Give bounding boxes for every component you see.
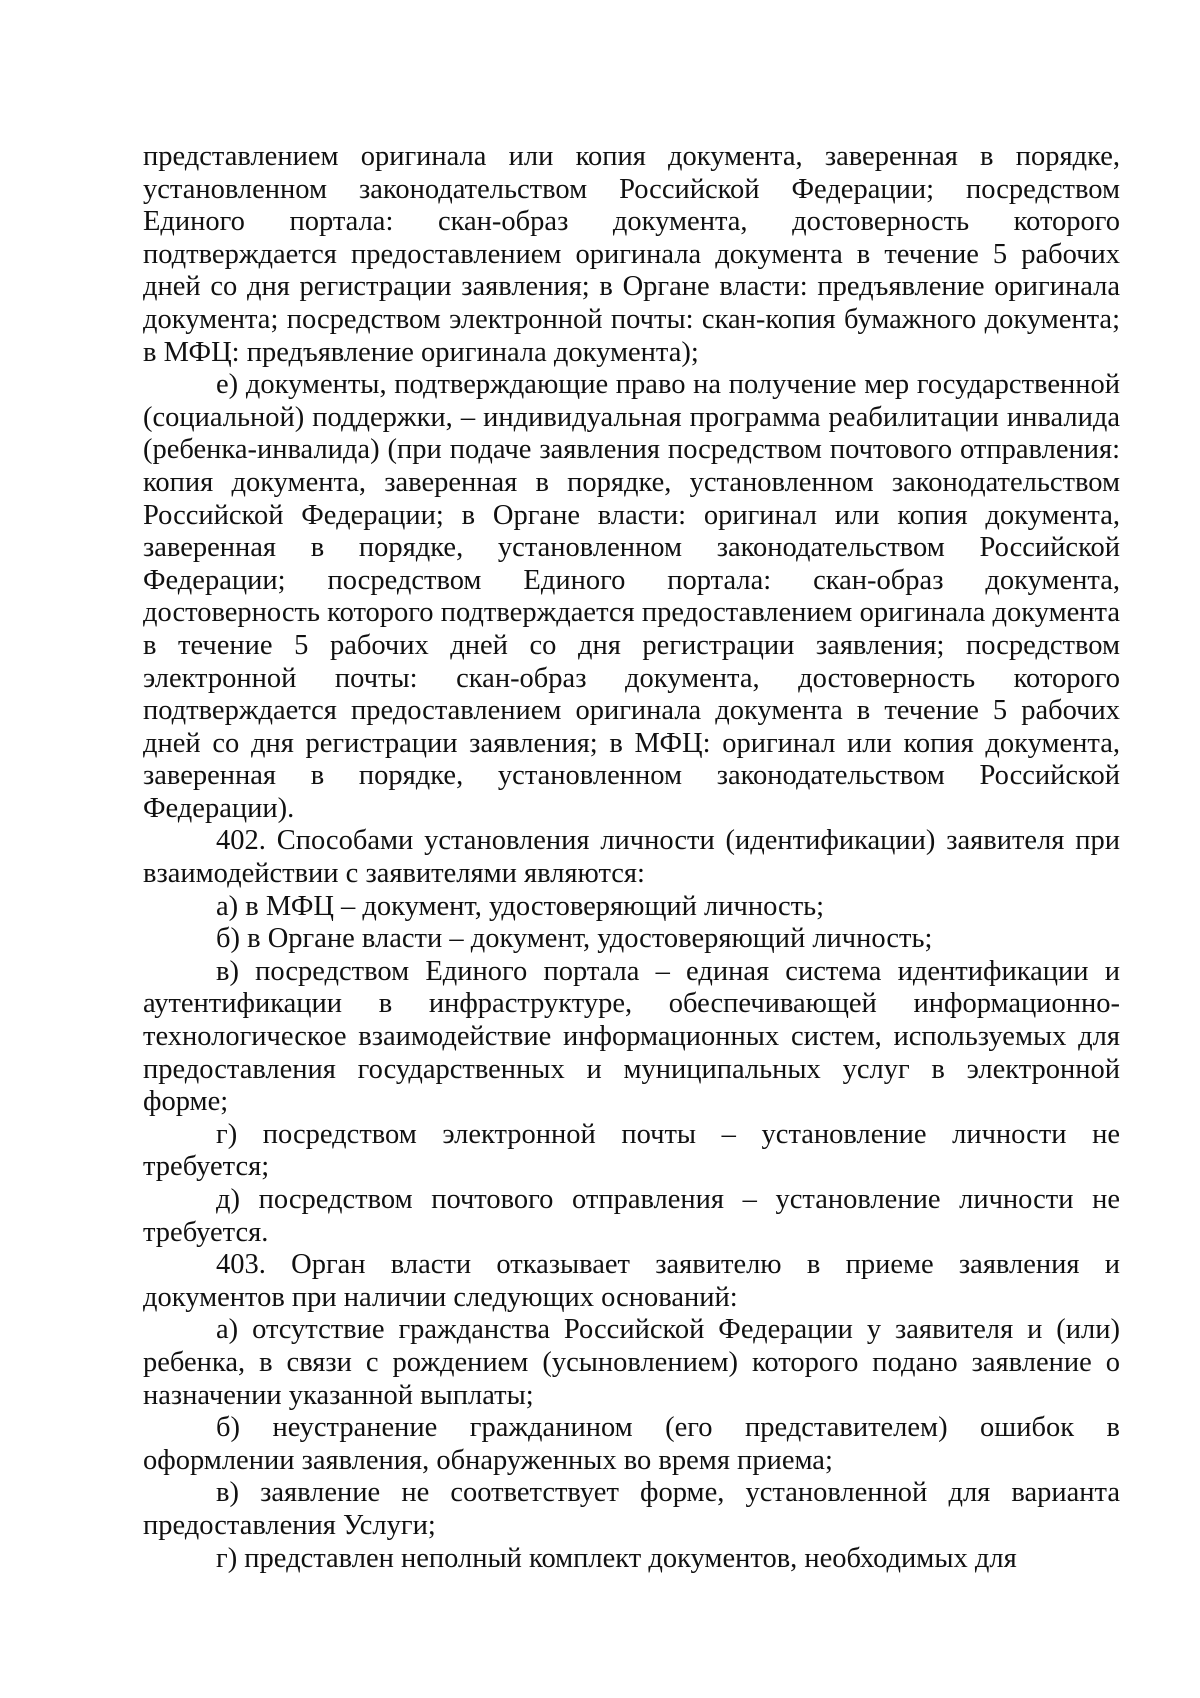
- paragraph-continuation: представлением оригинала или копия документа, заверенная в порядке, установленном законодательством Российской Федерации; посредством Единого портала: скан-образ документа, достоверность которого подтверждается предоставлением оригинала документа в течение 5 рабочих дней со дня регистрации заявления; в Органе власти: предъявление оригинала документа; посредством электронной почты: скан-копия бумажного документа; в МФЦ: предъявление оригинала документа);: [143, 141, 1120, 368]
- paragraph-403-a: а) отсутствие гражданства Российской Федерации у заявителя и (или) ребенка, в связи с рождением (усыновлением) которого подано заявление о назначении указанной выплаты;: [143, 1314, 1120, 1411]
- paragraph-402-v: в) посредством Единого портала – единая система идентификации и аутентификации в инфраструктуре, обеспечивающей информационно-технологическое взаимодействие информационных систем, используемых для предоставления государственных и муниципальных услуг в электронной форме;: [143, 955, 1120, 1118]
- paragraph-402-b: б) в Органе власти – документ, удостоверяющий личность;: [216, 923, 933, 955]
- document-body: [143, 141, 1120, 1575]
- paragraph-402-g: г) посредством электронной почты – установление личности не требуется;: [143, 1118, 1120, 1183]
- paragraph-403-b: б) неустранение гражданином (его представителем) ошибок в оформлении заявления, обнаруженных во время приема;: [143, 1412, 1120, 1476]
- paragraph-403-v: в) заявление не соответствует форме, установленной для варианта предоставления Услуги;: [143, 1477, 1120, 1541]
- paragraph-403: 403. Орган власти отказывает заявителю в приеме заявления и документов при наличии следующих оснований:: [143, 1249, 1120, 1313]
- paragraph-402-a: а) в МФЦ – документ, удостоверяющий личность;: [216, 890, 825, 922]
- paragraph-item-e: е) документы, подтверждающие право на получение мер государственной (социальной) поддержки, – индивидуальная программа реабилитации инвалида (ребенка-инвалида) (при подаче заявления посредством почтового отправления: копия документа, заверенная в порядке, установленном законодательством Российской Федерации; в Органе власти: оригинал или копия документа, заверенная в порядке, установленном законодательством Российской Федерации; посредством Единого портала: скан-образ документа, достоверность которого подтверждается предоставлением оригинала документа в течение 5 рабочих дней со дня регистрации заявления; посредством электронной почты: скан-образ документа, достоверность которого подтверждается предоставлением оригинала документа в течение 5 рабочих дней со дня регистрации заявления; в МФЦ: оригинал или копия документа, заверенная в порядке, установленном законодательством Российской Федерации).: [143, 369, 1120, 824]
- paragraph-402-d: д) посредством почтового отправления – установление личности не требуется.: [143, 1184, 1120, 1248]
- paragraph-403-g: г) представлен неполный комплект документов, необходимых для: [216, 1542, 1017, 1574]
- paragraph-402: 402. Способами установления личности (идентификации) заявителя при взаимодействии с заявителями являются:: [143, 825, 1120, 890]
